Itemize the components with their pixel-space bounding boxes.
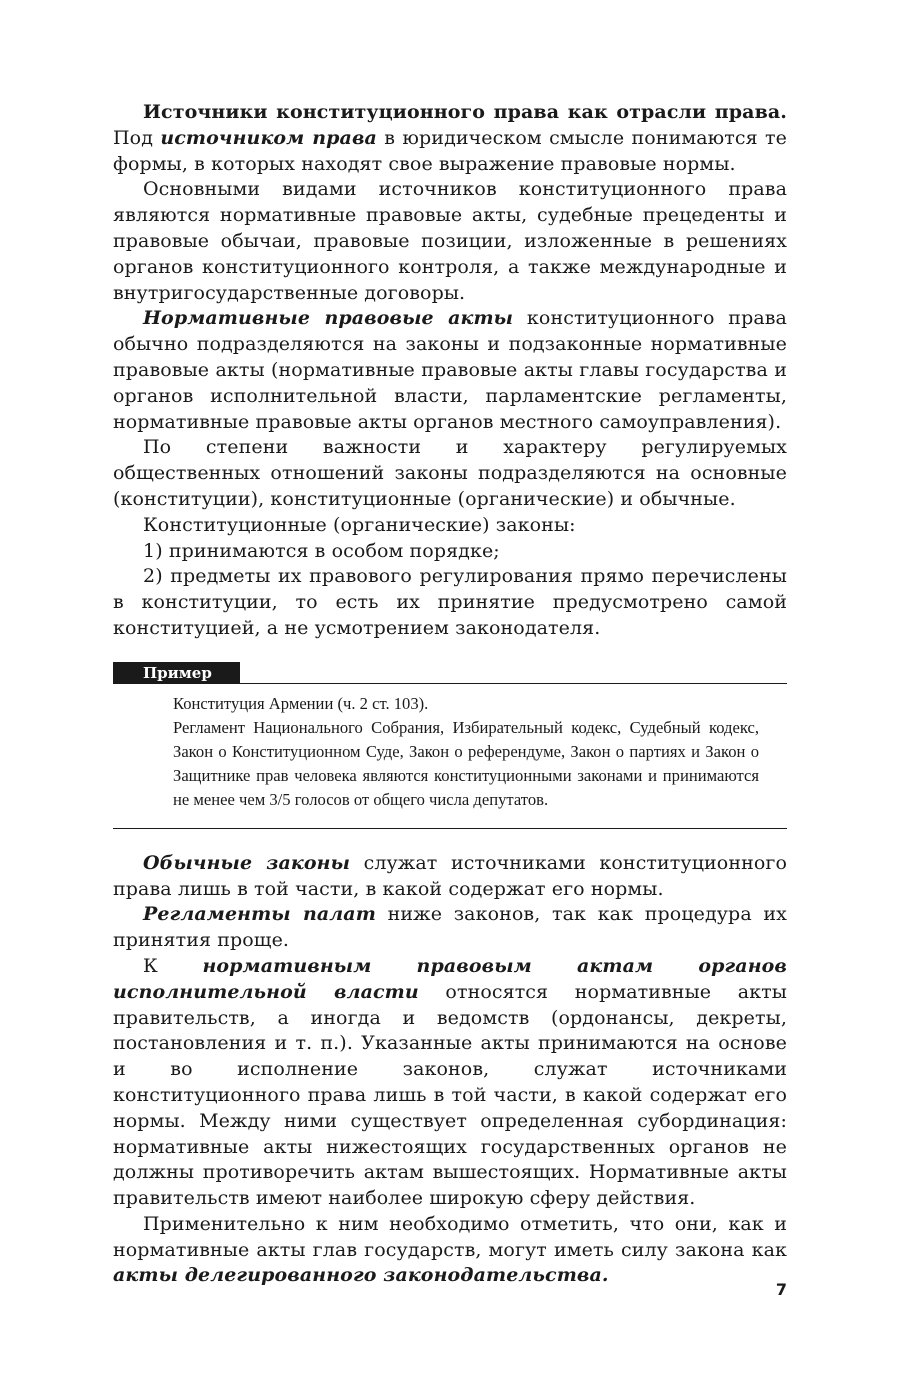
paragraph-chamber-regulations (113, 902, 787, 954)
example-box (113, 662, 787, 829)
list-item-2: 2) предметы их правового регулирования прямо перечислены в конституции, то есть их принятие предусмотрено самой конституцией, а не усмотрением законодателя. (113, 565, 787, 639)
paragraph-normative-acts (113, 306, 787, 435)
term-ordinary-laws: Обычные законы (143, 851, 351, 874)
list-item-1: 1) принимаются в особом порядке; (143, 539, 500, 562)
example-body (113, 684, 787, 822)
text: Применительно к ним необходимо отметить, что они, как и нормативные акты глав государств, могут иметь силу закона как (113, 1212, 787, 1261)
text: в юридическом смысле понимаются те формы, в которых находят свое выражение правовые нормы. (113, 126, 788, 175)
example-label: Пример (113, 662, 240, 684)
paragraph-sources (113, 100, 787, 177)
term-delegated-legislation: акты делегированного законодательства. (113, 1264, 609, 1287)
page-content (113, 100, 787, 1289)
page-number: 7 (775, 1280, 787, 1299)
example-bottom-rule (113, 828, 787, 829)
paragraph-executive-acts (113, 954, 787, 1212)
example-line-2: Регламент Национального Собрания, Избирательный кодекс, Судебный кодекс, Закон о Конституционном Суде, Закон о референдуме, Закон о партиях и Закон о Защитнике прав человека являются конституционными законами и принимаются не менее чем 3/5 голосов от общего числа депутатов. (173, 717, 759, 809)
paragraph-constitutional-laws: Конституционные (органические) законы: (143, 513, 576, 536)
example-header (113, 662, 787, 684)
paragraph-delegated (113, 1212, 787, 1289)
text: относятся нормативные акты правительств, а иногда и ведомств (ордонансы, декреты, постановления и т. п.). Указанные акты принимаются на основе и во исполнение законов, служат источниками конституционного права лишь в той части, в какой содержат его нормы. Между ними существует определенная субординация: нормативные акты нижестоящих государственных органов не должны противоречить актам вышестоящих. Нормативные акты правительств имеют наиболее широкую сферу действия. (113, 980, 787, 1210)
term-executive-acts: нормативным правовым актам органов исполнительной власти (113, 954, 787, 1003)
term-chamber-regulations: Регламенты палат (143, 903, 376, 926)
text: ниже законов, так как процедура их принятия проще. (113, 903, 787, 952)
text: конституционного права обычно подразделяются на законы и подзаконные нормативные правовые акты (нормативные правовые акты главы государства и органов исполнительной власти, парламентские регламенты, нормативные правовые акты органов местного самоуправления). (113, 307, 787, 433)
text: К (143, 954, 203, 977)
term-source-of-law: источником права (160, 126, 377, 149)
paragraph-ordinary-laws (113, 851, 787, 903)
heading-sources: Источники конституционного права как отрасли права. (143, 101, 787, 123)
term-normative-acts: Нормативные правовые акты (143, 307, 514, 330)
text: служат источниками конституционного права лишь в той части, в какой содержат его нормы. (113, 851, 787, 900)
text: Под (113, 126, 161, 149)
example-line-1: Конституция Армении (ч. 2 ст. 103). (173, 693, 429, 713)
paragraph-law-types: По степени важности и характеру регулируемых общественных отношений законы подразделяются на основные (конституции), конституционные (органические) и обычные. (113, 436, 787, 510)
paragraph-main-types: Основными видами источников конституционного права являются нормативные правовые акты, судебные прецеденты и правовые обычаи, правовые позиции, изложенные в решениях органов конституционного контроля, а также международные и внутригосударственные договоры. (113, 178, 787, 304)
